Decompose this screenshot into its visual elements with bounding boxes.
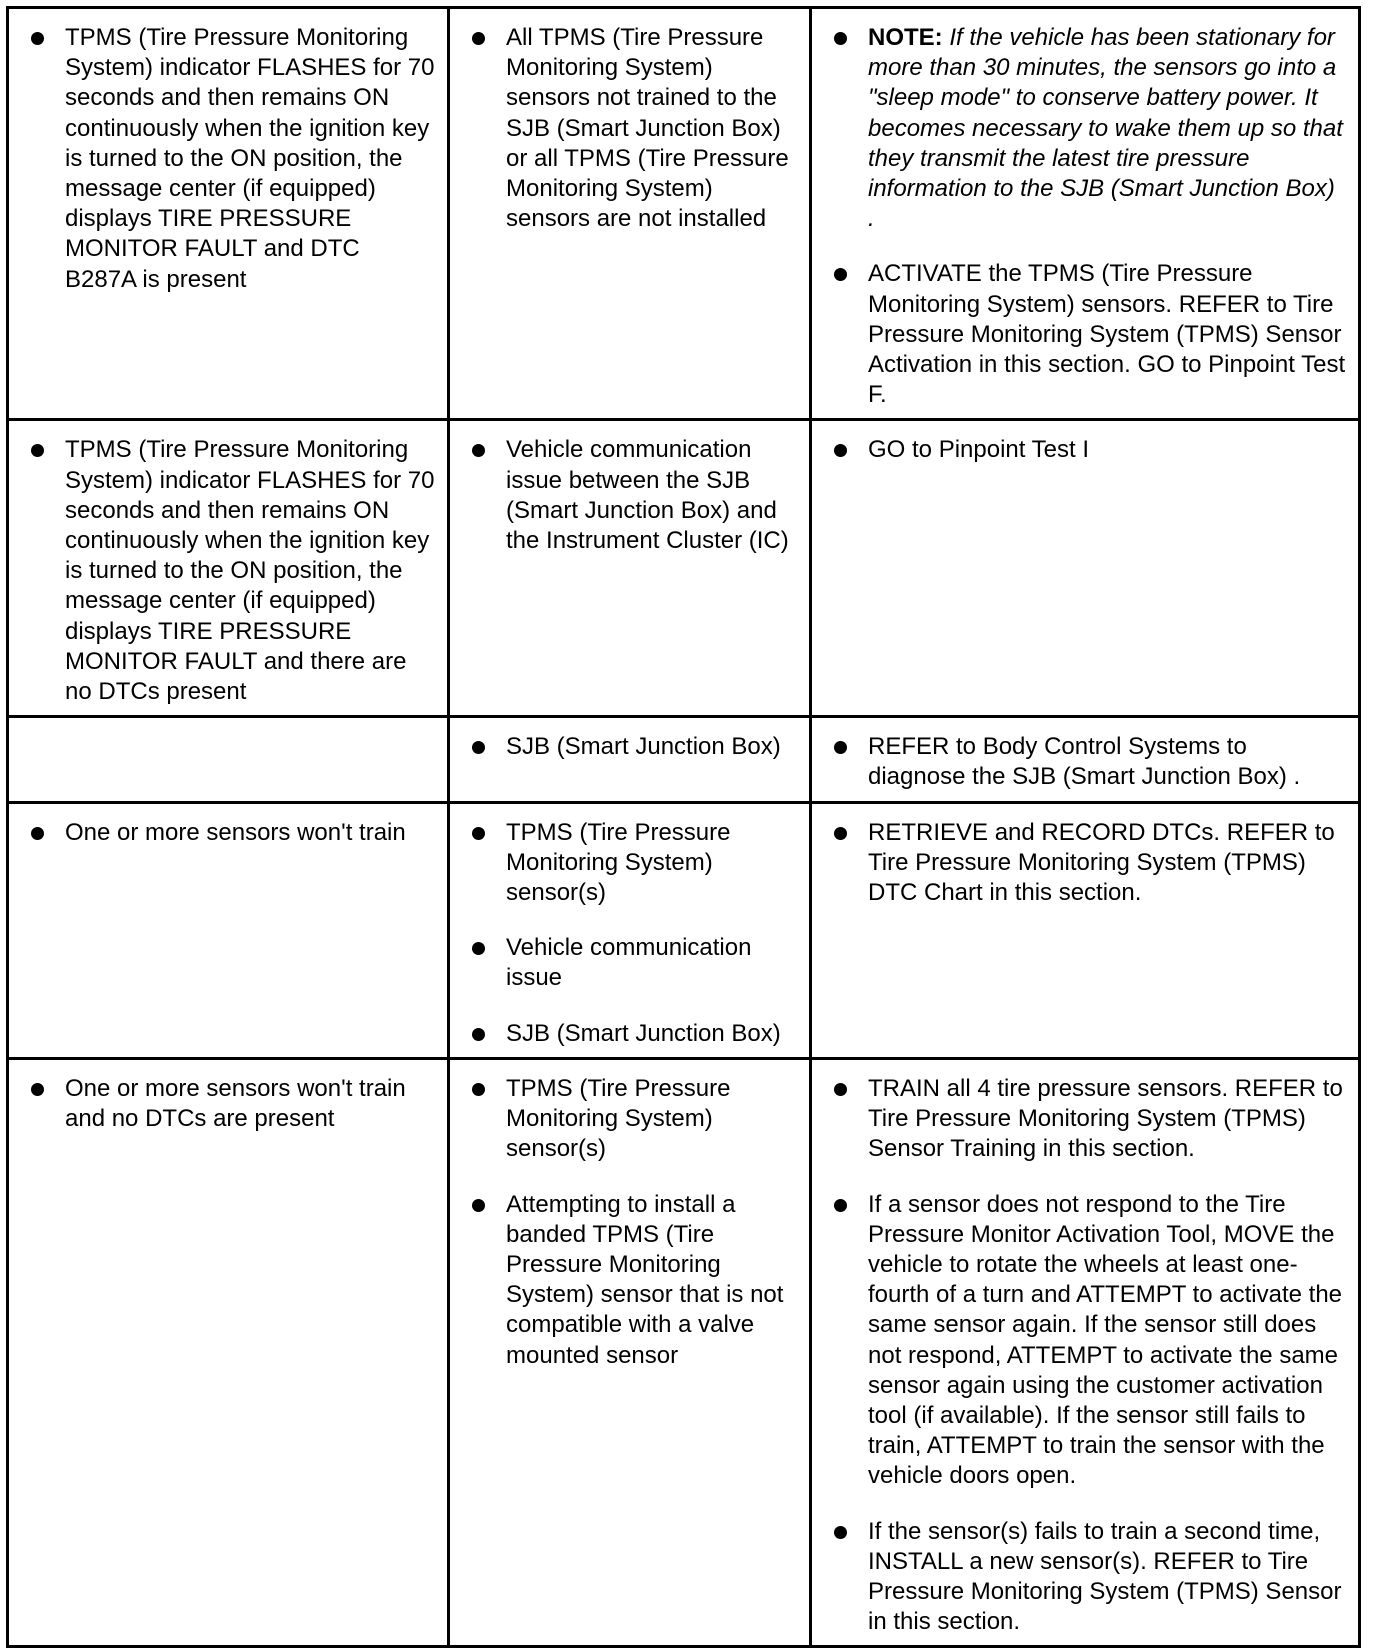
action-cell — [811, 420, 1360, 717]
list-item: RETRIEVE and RECORD DTCs. REFER to Tire Pressure Monitoring System (TPMS) DTC Chart in this section. — [832, 818, 1348, 909]
list-item: TPMS (Tire Pressure Monitoring System) sensor(s) — [470, 818, 799, 909]
symptom-cell — [8, 420, 449, 717]
action-list — [832, 732, 1348, 792]
diagnostic-table — [6, 6, 1361, 1648]
cause-cell — [449, 1058, 811, 1646]
list-item: Vehicle communication issue between the SJB (Smart Junction Box) and the Instrument Cluster (IC) — [470, 435, 799, 556]
note-item — [832, 23, 1348, 234]
cause-list — [470, 435, 799, 556]
list-item: If the sensor(s) fails to train a second time, INSTALL a new sensor(s). REFER to Tire Pressure Monitoring System (TPMS) Sensor in this section. — [832, 1517, 1348, 1638]
symptom-cell — [8, 8, 449, 420]
symptom-cell — [8, 1058, 449, 1646]
cause-list — [470, 23, 799, 234]
list-item: TRAIN all 4 tire pressure sensors. REFER to Tire Pressure Monitoring System (TPMS) Sensor Training in this section. — [832, 1074, 1348, 1165]
list-item: GO to Pinpoint Test I — [832, 435, 1348, 465]
list-item: ACTIVATE the TPMS (Tire Pressure Monitoring System) sensors. REFER to Tire Pressure Monitoring System (TPMS) Sensor Activation in this section. GO to Pinpoint Test F. — [832, 259, 1348, 410]
cause-cell — [449, 8, 811, 420]
cause-cell — [449, 717, 811, 802]
list-item: REFER to Body Control Systems to diagnose the SJB (Smart Junction Box) . — [832, 732, 1348, 792]
table-row — [8, 717, 1360, 802]
action-cell — [811, 8, 1360, 420]
symptom-list — [29, 818, 437, 848]
list-item: One or more sensors won't train and no DTCs are present — [29, 1074, 437, 1134]
action-cell — [811, 802, 1360, 1058]
table-row — [8, 1058, 1360, 1646]
cause-cell — [449, 420, 811, 717]
list-item: SJB (Smart Junction Box) — [470, 732, 799, 762]
symptom-list — [29, 23, 437, 295]
symptom-list — [29, 435, 437, 707]
list-item: TPMS (Tire Pressure Monitoring System) indicator FLASHES for 70 seconds and then remains ON continuously when the ignition key is turned to the ON position, the message center (if equipped) displays TIRE PRESSURE MONITOR FAULT and there are no DTCs present — [29, 435, 437, 707]
symptom-list — [29, 1074, 437, 1134]
cause-cell — [449, 802, 811, 1058]
list-item: TPMS (Tire Pressure Monitoring System) indicator FLASHES for 70 seconds and then remains ON continuously when the ignition key is turned to the ON position, the message center (if equipped) displays TIRE PRESSURE MONITOR FAULT and DTC B287A is present — [29, 23, 437, 295]
note-text: If the vehicle has been stationary for more than 30 minutes, the sensors go into a "sleep mode" to conserve battery power. It becomes necessary to wake them up so that they transmit the latest tire pressure information to the SJB (Smart Junction Box) . — [868, 24, 1343, 233]
action-list — [832, 1074, 1348, 1637]
list-item: All TPMS (Tire Pressure Monitoring System) sensors not trained to the SJB (Smart Junction Box) or all TPMS (Tire Pressure Monitoring System) sensors are not installed — [470, 23, 799, 234]
list-item: Vehicle communication issue — [470, 933, 799, 993]
list-item: One or more sensors won't train — [29, 818, 437, 848]
list-item: SJB (Smart Junction Box) — [470, 1019, 799, 1049]
list-item: If a sensor does not respond to the Tire Pressure Monitor Activation Tool, MOVE the vehicle to rotate the wheels at least one-fourth of a turn and ATTEMPT to activate the same sensor again. If the sensor still does not respond, ATTEMPT to activate the same sensor again using the customer activation tool (if available). If the sensor still fails to train, ATTEMPT to train the sensor with the vehicle doors open. — [832, 1190, 1348, 1492]
note-label: NOTE: — [868, 24, 943, 51]
action-list — [832, 435, 1348, 465]
symptom-cell — [8, 802, 449, 1058]
symptom-cell — [8, 717, 449, 802]
cause-list — [470, 818, 799, 1049]
list-item: TPMS (Tire Pressure Monitoring System) sensor(s) — [470, 1074, 799, 1165]
table-row — [8, 420, 1360, 717]
cause-list — [470, 1074, 799, 1371]
table-row — [8, 802, 1360, 1058]
action-cell — [811, 1058, 1360, 1646]
table-row — [8, 8, 1360, 420]
list-item: Attempting to install a banded TPMS (Tire Pressure Monitoring System) sensor that is not compatible with a valve mounted sensor — [470, 1190, 799, 1371]
action-cell — [811, 717, 1360, 802]
action-list — [832, 23, 1348, 410]
cause-list — [470, 732, 799, 762]
action-list — [832, 818, 1348, 909]
